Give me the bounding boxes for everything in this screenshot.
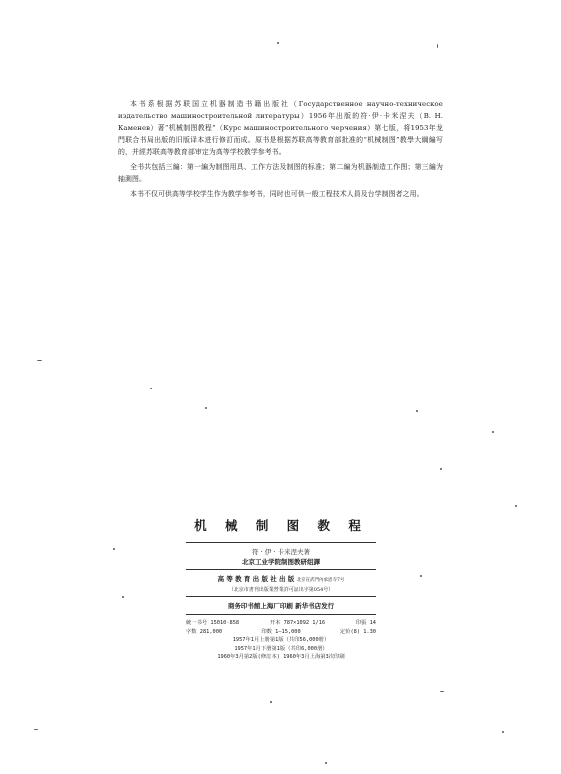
translator-line: 北京工业学院制图教研组譯 xyxy=(242,558,320,566)
publisher-line xyxy=(186,574,376,586)
scan-speck xyxy=(325,762,327,764)
scan-speck xyxy=(416,410,418,412)
spec-cell: 統一书号 15010·858 xyxy=(186,620,240,626)
spec-cell: 定价(8) 1.30 xyxy=(339,628,376,635)
license-line: （北京市書刊出版業營業許可証出字第054号） xyxy=(228,587,334,593)
scan-speck xyxy=(420,575,422,577)
spec-cell: 印数 1—15,000 xyxy=(261,628,301,635)
author-line: 符 · 伊 · 卡米涅夫著 xyxy=(252,548,310,556)
spec-cell: 开本 787×1092 1/16 xyxy=(269,620,326,626)
print-history-line: 1957年1月上册第1版（共印56,000册） xyxy=(232,637,330,643)
printer-line: 商务印书館上海厂印刷 新华书店发行 xyxy=(227,602,335,610)
scan-speck xyxy=(150,388,152,389)
spec-cell: 印張 14 xyxy=(355,620,376,626)
publisher-name: 高 等 教 育 出 版 社 出 版 xyxy=(217,575,295,583)
intro-paragraph: 本书不仅可供高等学校学生作为教学参考书，同时也可供一般工程技术人員及台学制图者之用。 xyxy=(130,190,424,198)
scan-speck xyxy=(502,731,504,733)
scan-speck xyxy=(492,431,494,433)
scan-speck xyxy=(34,729,38,730)
spec-row xyxy=(186,619,376,628)
spec-cell: 字数 281,000 xyxy=(186,628,223,635)
print-history-line: 1957年1月下册第1版（共印6,000册） xyxy=(234,645,328,652)
scan-speck xyxy=(205,407,207,409)
scan-speck xyxy=(440,691,444,692)
scan-speck xyxy=(270,701,272,703)
publisher-address: 北京宣武門內承恩寺7号 xyxy=(296,578,345,583)
scan-speck xyxy=(440,468,442,470)
intro-paragraph: 全书共包括三編：第一編为制图用具、工作方法及制图的标准；第二編为机器制造工作图；第三編为轴測图。 xyxy=(118,163,443,183)
scan-speck xyxy=(515,505,517,507)
colophon-rule xyxy=(186,614,376,615)
print-history-line: 1960年3月第2版(修訂本) 1960年3月上海第3次印刷 xyxy=(217,654,345,660)
scan-speck xyxy=(113,548,115,550)
colophon-card xyxy=(186,516,376,662)
scan-speck xyxy=(122,596,124,598)
book-title: 机 械 制 图 教 程 xyxy=(194,518,368,533)
spec-row xyxy=(186,628,376,637)
intro-paragraph: 本书系根据苏联国立机器制造书籍出版社（Государственное научно-техническое издательство машиностроительной литературы）1956年出版的符·伊·卡米涅夫（В. Н. Каменев）著“机械制图教程”（Курс машиностроительного черчения）第七版，将1953年龙門联合书局出版的旧版译本进行修訂而成。原书是根据苏联高等教育部批准的“机械制图”教學大綱編写的，并經苏联高等教育部审定为高等学校教学参考书。 xyxy=(118,100,443,156)
intro-text-block xyxy=(118,98,443,203)
scan-speck xyxy=(277,42,279,44)
specs-block xyxy=(186,619,376,662)
scan-speck xyxy=(437,44,438,48)
scan-speck xyxy=(37,360,42,361)
